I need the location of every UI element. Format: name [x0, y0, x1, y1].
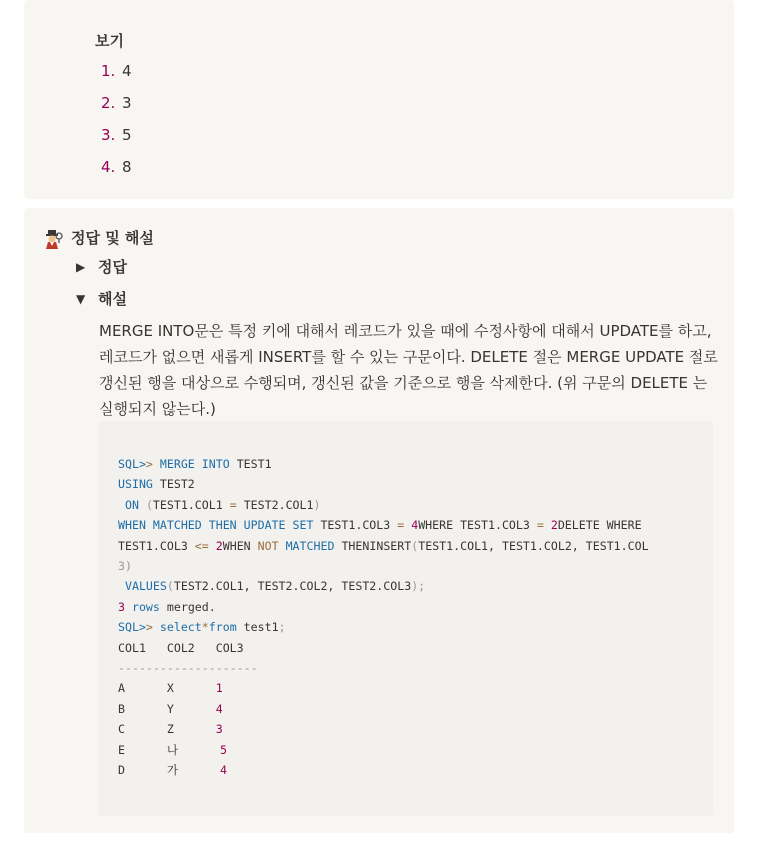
answer-callout	[24, 208, 734, 833]
explanation-toggle-label: 해설	[98, 290, 127, 308]
triangle-down-icon[interactable]: ▼	[76, 291, 86, 306]
answer-toggle[interactable]	[76, 256, 127, 277]
explanation-text: MERGE INTO문은 특정 키에 대해서 레코드가 있을 때에 수정사항에 대해서 UPDATE를 하고, 레코드가 없으면 새롭게 INSERT를 할 수 있는 구문이다. DELETE 절은 MERGE UPDATE 절로 갱신된 행을 대상으로 수행되며, 갱신된 값을 기준으로 행을 삭제한다. (위 구문의 DELETE 는 실행되지 않는다.)	[99, 322, 718, 418]
options-list	[101, 62, 132, 190]
option-item: 2. 3	[101, 94, 132, 112]
triangle-right-icon[interactable]: ▶	[76, 259, 86, 274]
code-block	[98, 421, 713, 816]
options-heading: 보기	[95, 32, 124, 50]
explanation-toggle[interactable]	[76, 288, 127, 309]
option-item: 3. 5	[101, 126, 132, 144]
answer-toggle-label: 정답	[98, 258, 127, 276]
sql-code: SQL>> MERGE INTO TEST1 USING TEST2 ON (TEST1.COL1 = TEST2.COL1) WHEN MATCHED THEN UPDATE SET TEST1.COL3 = 4WHERE TEST1.COL3 = 2DELETE WHERE TEST1.COL3 <= 2WHEN NOT MATCHED THENINSERT(TEST1.COL1, TEST1.COL2, TEST1.COL 3) VALUES(TEST2.COL1, TEST2.COL2, TEST2.COL3); 3 rows merged. SQL>> select*from test1; COL1 COL2 COL3 -------------------- A X 1 B Y 4 C Z 3 E 나 5 D 가 4	[118, 457, 649, 778]
options-callout	[24, 0, 734, 199]
answer-title: 정답 및 해설	[71, 229, 154, 247]
option-item: 4. 8	[101, 158, 132, 176]
option-item: 1. 4	[101, 62, 132, 80]
detective-emoji-icon	[43, 228, 63, 250]
